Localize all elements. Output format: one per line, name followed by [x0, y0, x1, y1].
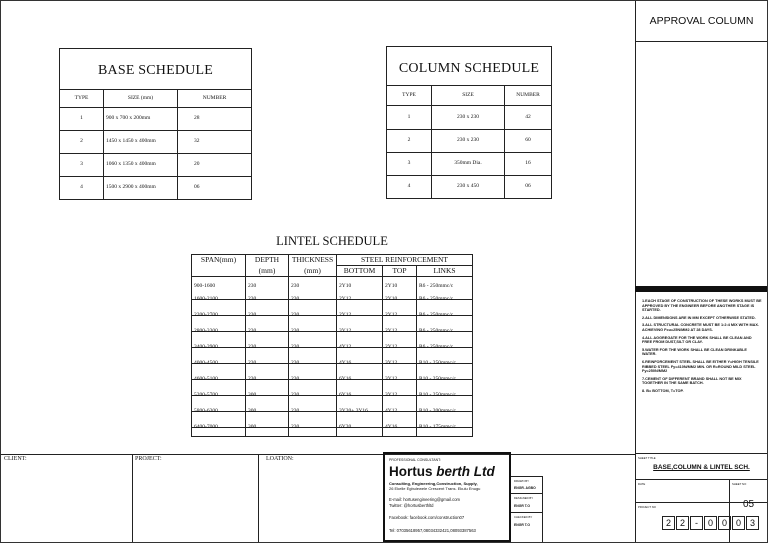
table-cell: 2200-2700: [194, 312, 218, 319]
table-cell: R10 - 200mmc/c: [419, 408, 456, 415]
table-cell: 300: [248, 424, 257, 431]
table-cell: 3Y20+ 3Y16: [339, 408, 368, 415]
table-cell: 6Y20: [339, 424, 352, 431]
table-cell: 2800-3300: [194, 328, 218, 335]
table-cell: 2Y12: [385, 344, 398, 351]
table-cell: 6Y16: [339, 392, 352, 399]
table-cell: 230 x 230: [457, 137, 479, 144]
project-number-digit: 0: [704, 516, 717, 530]
column-schedule-table: [386, 46, 552, 199]
table-cell: 20: [194, 161, 200, 168]
lintel-header-depth-unit: (mm): [258, 265, 276, 275]
table-cell: 2Y12: [385, 328, 398, 335]
base-schedule-title: BASE SCHEDULE: [98, 63, 213, 78]
table-cell: 230: [291, 283, 300, 290]
table-cell: 230: [291, 344, 300, 351]
checked-by-label: CHECKED BY: [514, 515, 533, 519]
table-cell: 1600-2100: [194, 296, 218, 303]
table-cell: 5800-6300: [194, 408, 218, 415]
lintel-header-thickness: THICKNESS: [291, 255, 334, 265]
table-cell: R6 - 250mmc/c: [419, 312, 454, 319]
general-notes: [642, 299, 762, 397]
table-cell: 3: [407, 160, 411, 167]
lintel-schedule-title: LINTEL SCHEDULE: [276, 234, 388, 248]
table-cell: 4Y12: [339, 344, 352, 351]
table-cell: 4600-5100: [194, 376, 218, 383]
table-cell: 1060 x 1350 x 400mm: [106, 161, 156, 168]
designed-by-value: ENGR T.O: [514, 504, 531, 508]
base-schedule-table: [59, 48, 252, 200]
table-cell: 1500 x 2900 x 400mm: [106, 184, 156, 191]
table-cell: 3Y12: [339, 328, 352, 335]
company-twitter: Twitter: @hortusberthltd: [389, 503, 434, 508]
table-cell: 230: [291, 360, 300, 367]
project-number-digit: 2: [662, 516, 675, 530]
company-name-part2: berth Ltd: [436, 464, 495, 479]
column-header-number: NUMBER: [516, 91, 540, 98]
table-cell: 2Y10: [385, 296, 398, 303]
table-cell: 42: [525, 113, 531, 120]
table-cell: 230 x 230: [457, 113, 479, 120]
project-number-digit: 0: [718, 516, 731, 530]
note-item: 6.REINFORCEMENT STEEL SHALL BE EITHER Y=HIGH TENSILE RIBBED STEEL Fy=410N/MM2 MIN. OR R=ROUND MILD STEEL Fy=250N/MM2: [642, 359, 759, 374]
table-cell: 230: [291, 424, 300, 431]
lintel-header-bottom: BOTTOM: [343, 266, 376, 276]
base-header-number: NUMBER: [202, 94, 227, 101]
project-number-digit: 0: [732, 516, 745, 530]
table-cell: 230: [248, 283, 257, 290]
consultant-label: PROFESSIONAL CONSULTANT:: [389, 458, 441, 462]
table-cell: 230: [248, 296, 257, 303]
table-cell: 230: [248, 376, 257, 383]
table-cell: R6 - 250mmc/c: [419, 296, 454, 303]
consultant-box: [383, 452, 511, 542]
lintel-header-thickness-unit: (mm): [304, 265, 321, 275]
lintel-rows: [191, 254, 473, 437]
table-cell: 1: [407, 113, 411, 120]
table-cell: R6 - 250mmc/c: [419, 328, 454, 335]
table-cell: 28: [194, 115, 200, 122]
table-cell: R10 - 250mmc/c: [419, 392, 456, 399]
company-email: E-mail: hortusengineering@gmail.com: [389, 497, 461, 502]
table-cell: 1: [80, 115, 83, 122]
table-cell: 230: [291, 376, 300, 383]
table-cell: 2Y10: [385, 283, 398, 290]
table-cell: R10 - 250mmc/c: [419, 360, 456, 367]
company-services: Consulting, Engineering,Construction, Supply,: [389, 481, 478, 486]
date-label: DATE: [638, 482, 646, 486]
approval-column-title: APPROVAL COLUMN: [649, 15, 754, 27]
table-cell: 350mm Dia.: [454, 160, 482, 167]
table-cell: 230: [291, 296, 300, 303]
location-label: LOATION:: [266, 456, 294, 462]
company-address: 26 Ekelle Egbulewele Crescent Trans. Ekulu Enugu: [389, 486, 481, 491]
table-cell: 2Y12: [385, 312, 398, 319]
table-cell: 300: [248, 392, 257, 399]
table-cell: 230: [291, 328, 300, 335]
lintel-header-top: TOP: [392, 266, 407, 276]
table-cell: 2: [80, 138, 83, 145]
designed-by-label: DESIGNED BY: [514, 496, 534, 500]
table-cell: 230: [248, 328, 257, 335]
table-cell: R10 - 250mmc/c: [419, 376, 456, 383]
table-cell: 2: [407, 137, 411, 144]
table-cell: 230: [248, 312, 257, 319]
table-cell: 2Y10: [339, 283, 352, 290]
table-cell: 16: [525, 160, 531, 167]
sheet-title-label: SHEET TITLE: [638, 456, 656, 460]
column-header-size: SIZE: [462, 91, 474, 98]
table-cell: 230: [248, 360, 257, 367]
table-cell: 3: [80, 161, 83, 168]
drawn-by-value: ENGR. AGBO: [514, 486, 536, 490]
table-cell: 230: [291, 408, 300, 415]
column-schedule-title: COLUMN SCHEDULE: [398, 61, 540, 76]
lintel-header-links: LINKS: [433, 266, 456, 276]
table-cell: 4: [80, 184, 83, 191]
table-cell: 4Y12: [385, 408, 398, 415]
table-cell: 230: [291, 312, 300, 319]
lintel-header-steel: STEEL REINFORCEMENT: [360, 255, 448, 265]
note-item: 4.ALL AGGREGATE FOR THE WORK SHALL BE CLEAN AND FREE FROM DUST,SILT OR CLAY.: [642, 335, 752, 345]
sheet-number: 05: [742, 499, 755, 510]
table-cell: 3400-3900: [194, 344, 218, 351]
table-cell: 5200-5700: [194, 392, 218, 399]
table-cell: 60: [525, 137, 531, 144]
table-cell: R10 - 175mmc/c: [419, 424, 456, 431]
table-cell: 4: [407, 183, 411, 190]
table-cell: 3Y12: [385, 376, 398, 383]
base-header-type: TYPE: [74, 94, 89, 101]
table-cell: 32: [194, 138, 200, 145]
table-cell: 900 x 700 x 200mm: [106, 115, 151, 122]
table-cell: 4Y16: [385, 424, 398, 431]
project-number: [661, 513, 759, 531]
table-cell: 900-1600: [194, 283, 216, 290]
client-label: CLIENT:: [4, 456, 27, 462]
drawn-by-label: DRAWN BY: [514, 479, 529, 483]
project-number-digit: -: [690, 516, 703, 530]
table-cell: 4000-4500: [194, 360, 218, 367]
table-cell: R6 - 250mmc/c: [419, 344, 454, 351]
table-cell: 3Y12: [385, 360, 398, 367]
project-number-digit: 3: [746, 516, 759, 530]
project-no-label: PROJECT NO: [638, 505, 656, 509]
note-item: 1.EACH STAGE OF CONSTRUCTION OF THESE WORKS MUST BE APPROVED BY THE ENGINEER BEFORE ANOTHER STAGE IS STARTED.: [642, 299, 762, 313]
table-cell: 3Y12: [385, 392, 398, 399]
project-number-digit: 2: [676, 516, 689, 530]
column-header-type: TYPE: [402, 91, 416, 98]
lintel-header-depth: DEPTH: [254, 255, 280, 265]
table-cell: 6Y16: [339, 376, 352, 383]
company-name: [389, 464, 495, 479]
checked-by-value: ENGR T.O: [514, 523, 531, 527]
project-label: PROJECT:: [135, 456, 162, 462]
table-cell: 2Y12: [339, 296, 352, 303]
note-item: 5.WATER FOR THE WORK SHALL BE CLEAN DRINKABLE WATER.: [642, 347, 747, 357]
note-item: 2.ALL DIMENSIONS ARE IN MM EXCEPT OTHERWISE STATED.: [642, 315, 756, 320]
table-cell: 06: [525, 183, 531, 190]
table-cell: 6400-7000: [194, 424, 218, 431]
note-item: 8. B= BOTTOM, T=TOP.: [642, 388, 684, 393]
note-item: 3.ALL STRUCTURAL CONCRETE MUST BE 1:2:4 MIX WITH MAX. ACHIEVING Fcu=25N/MM2 AT 28 DAYS.: [642, 323, 759, 332]
table-cell: 230: [248, 344, 257, 351]
company-name-part1: Hortus: [389, 464, 437, 479]
sheet-title-value: BASE,COLUMN & LINTEL SCH.: [653, 464, 750, 471]
sheet-no-label: SHEET NO: [732, 482, 747, 486]
table-cell: 4Y16: [339, 360, 352, 367]
table-cell: 2Y12: [339, 312, 352, 319]
company-facebook: Facebook: facebook.com/construction07: [389, 515, 465, 520]
table-cell: R6 - 250mmc/c: [419, 283, 454, 290]
base-header-size: SIZE (mm): [127, 94, 154, 101]
table-cell: 300: [248, 408, 257, 415]
table-cell: 230 x 450: [457, 183, 479, 190]
table-cell: 230: [291, 392, 300, 399]
notes-divider: [635, 286, 767, 292]
table-cell: 1450 x 1450 x 400mm: [106, 138, 156, 145]
company-phones: Tel: 07035618957,08034332421,08093387563: [389, 528, 476, 533]
note-item: 7.CEMENT OF DIFFERENT BRAND SHALL NOT BE MIX TOGETHER IN THE SAME BATCH.: [642, 376, 742, 386]
lintel-header-span: SPAN(mm): [200, 255, 237, 265]
table-cell: 06: [194, 184, 200, 191]
